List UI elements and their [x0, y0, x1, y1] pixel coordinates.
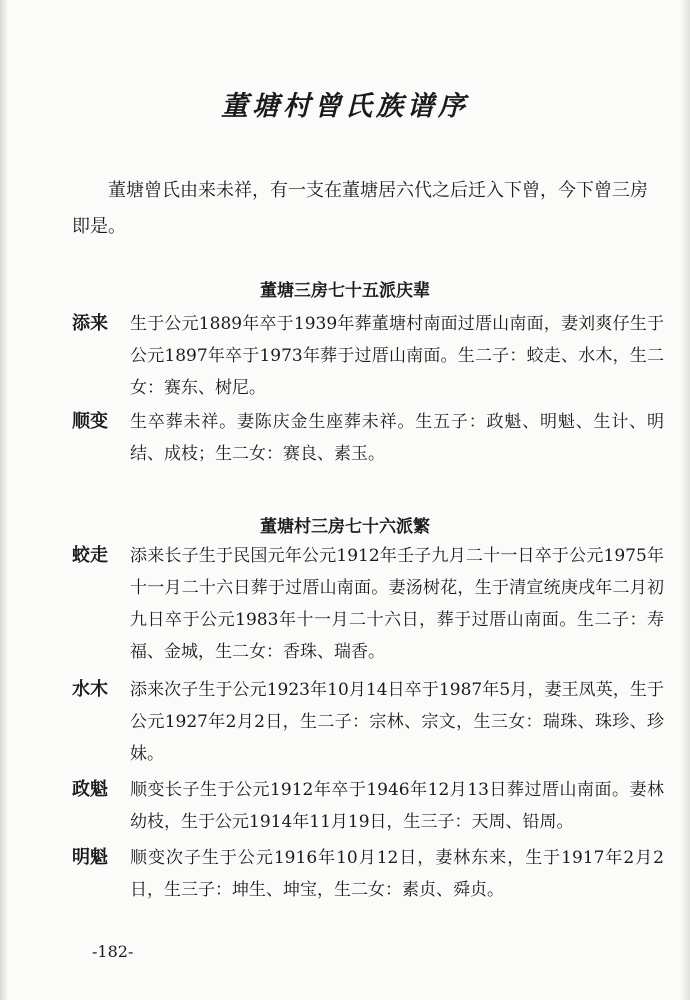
scan-edge-right [680, 0, 690, 1000]
document-title: 董塘村曾氏族谱序 [221, 91, 469, 122]
entry-shuimu [72, 674, 664, 770]
entry-shunbian [72, 406, 664, 470]
entry-zhengkui [72, 774, 664, 838]
entry-tianlai [72, 308, 664, 404]
entry-name: 添来 [72, 313, 108, 334]
entry-jiaozou [72, 540, 664, 668]
entry-name: 蛟走 [72, 545, 108, 566]
section-heading-1: 董塘三房七十五派庆辈 [260, 281, 430, 301]
entry-text: 生卒葬未祥。妻陈庆金生座葬未祥。生五子：政魁、明魁、生计、明结、成枝；生二女：赛良、素玉。 [130, 412, 664, 464]
entry-name: 明魁 [72, 847, 108, 868]
entry-text: 顺变长子生于公元1912年卒于1946年12月13日葬过厝山南面。妻林幼枝，生于公元1914年11月19日，生三子：天周、铅周。 [130, 780, 664, 832]
entry-name: 水木 [72, 679, 108, 700]
scan-edge-left [0, 0, 8, 1000]
entry-name: 顺变 [72, 411, 108, 432]
entry-text: 生于公元1889年卒于1939年葬董塘村南面过厝山南面，妻刘爽仔生于公元1897年卒于1973年葬于过厝山南面。生二子：蛟走、水木，生二女：赛东、树尼。 [130, 314, 664, 398]
entry-text: 添来次子生于公元1923年10月14日卒于1987年5月，妻王凤英，生于公元1927年2月2日，生二子：宗林、宗文，生三女：瑞珠、珠珍、珍妹。 [130, 680, 664, 764]
entry-mingkui [72, 842, 664, 906]
entry-text: 顺变次子生于公元1916年10月12日，妻林东来，生于1917年2月2日，生三子：坤生、坤宝，生二女：素贞、舜贞。 [130, 848, 664, 900]
intro-paragraph: 董塘曾氏由来未祥，有一支在董塘居六代之后迁入下曾，今下曾三房即是。 [72, 180, 648, 237]
entry-name: 政魁 [72, 779, 108, 800]
section-heading-2: 董塘村三房七十六派繁 [260, 517, 430, 537]
entry-text: 添来长子生于民国元年公元1912年壬子九月二十一日卒于公元1975年十一月二十六日葬于过厝山南面。妻汤树花，生于清宣统庚戌年二月初九日卒于公元1983年十一月二十六日，葬于过厝山南面。生二子：寿福、金城，生二女：香珠、瑞香。 [130, 546, 664, 662]
page-number: -182- [92, 942, 134, 961]
